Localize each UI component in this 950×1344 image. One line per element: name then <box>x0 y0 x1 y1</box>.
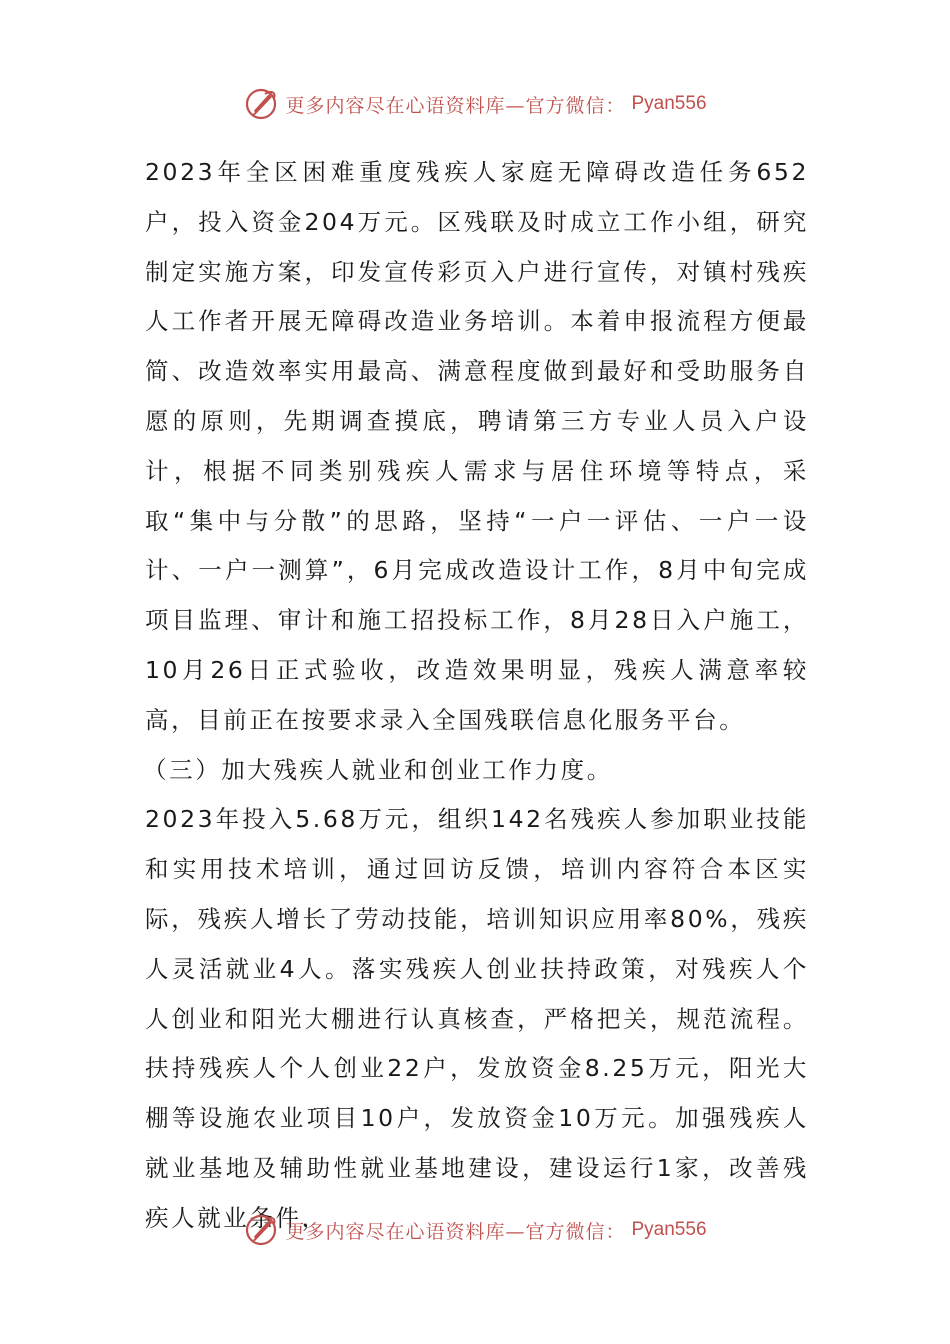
watermark-text: 更多内容尽在心语资料库—官方微信： <box>285 1220 626 1243</box>
paragraph-employment: 2023年投入5.68万元，组织142名残疾人参加职业技能和实用技术培训，通过回访反馈，培训内容符合本区实际，残疾人增长了劳动技能，培训知识应用率80%，残疾人灵活就业4人。落实残疾人创业扶持政策，对残疾人个人创业和阳光大棚进行认真核查，严格把关，规范流程。扶持残疾人个人创业22户，发放资金8.25万元，阳光大棚等设施农业项目10户，发放资金10万元。加强残疾人就业基地及辅助性就业基地建设，建设运行1家，改善残疾人就业条件， <box>145 805 809 1232</box>
watermark-wechat-id: Pyan556 <box>631 93 707 114</box>
section-heading: （三）加大残疾人就业和创业工作力度。 <box>143 755 613 784</box>
document-body <box>145 148 809 1244</box>
quill-logo-icon <box>243 86 279 122</box>
watermark-wechat-id: Pyan556 <box>631 1219 707 1240</box>
watermark-text: 更多内容尽在心语资料库—官方微信： <box>285 94 626 117</box>
paragraph-accessibility-renovation: 2023年全区困难重度残疾人家庭无障碍改造任务652户，投入资金204万元。区残联及时成立工作小组，研究制定实施方案，印发宣传彩页入户进行宣传，对镇村残疾人工作者开展无障碍改造业务培训。本着申报流程方便最简、改造效率实用最高、满意程度做到最好和受助服务自愿的原则，先期调查摸底，聘请第三方专业人员入户设计，根据不同类别残疾人需求与居住环境等特点，采取“集中与分散”的思路，坚持“一户一评估、一户一设计、一户一测算”，6月完成改造设计工作，8月中旬完成项目监理、审计和施工招投标工作，8月28日入户施工，10月26日正式验收，改造效果明显，残疾人满意率较高，目前正在按要求录入全国残联信息化服务平台。 <box>145 158 809 734</box>
header-watermark <box>0 84 950 124</box>
footer-watermark <box>0 1210 950 1250</box>
quill-logo-icon <box>243 1212 279 1248</box>
